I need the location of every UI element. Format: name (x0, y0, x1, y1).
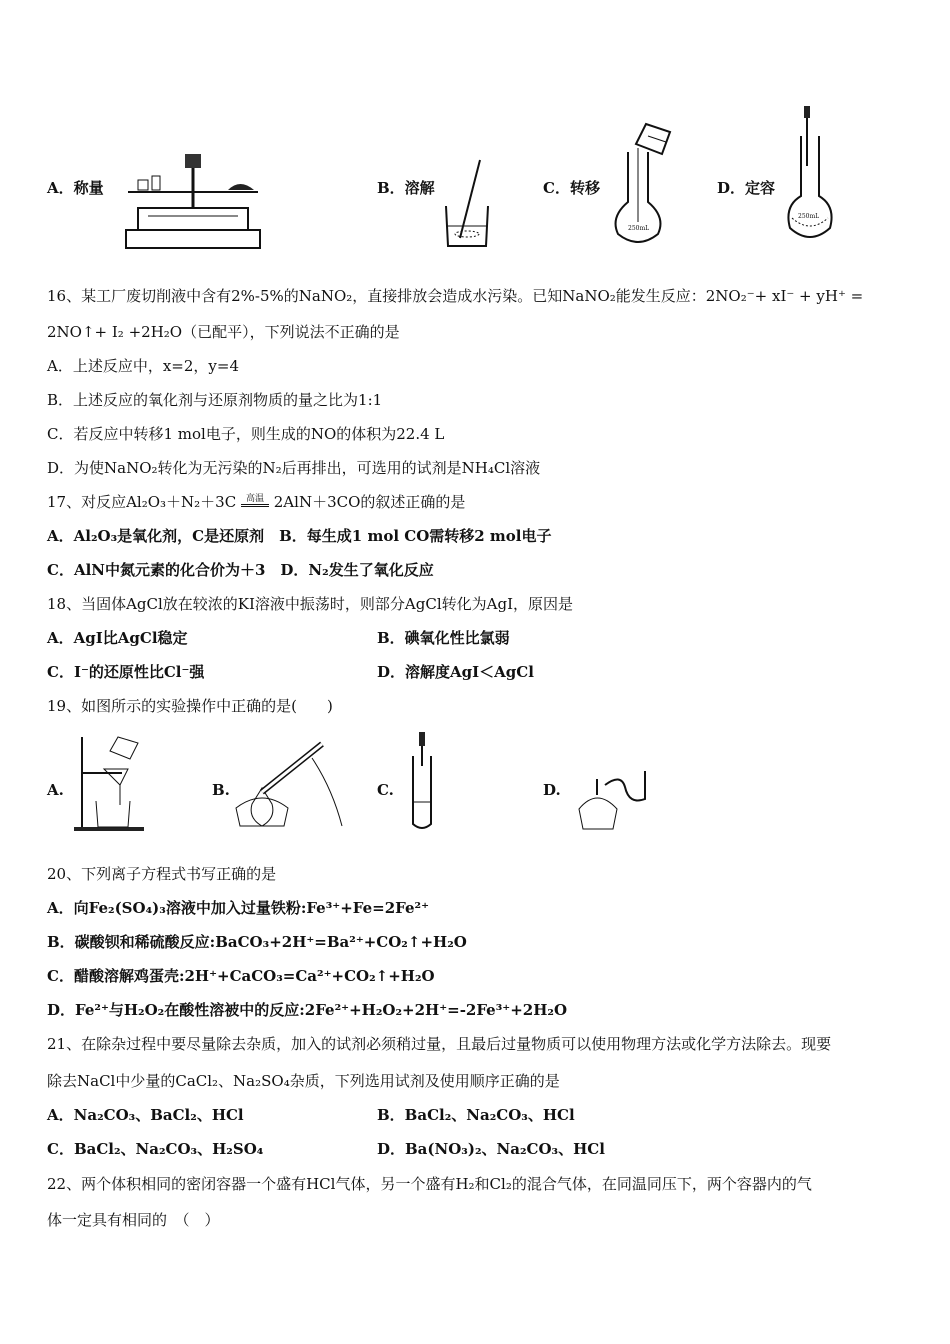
q20-option-b: B．碳酸钡和稀硫酸反应:BaCO₃+2H⁺=Ba²⁺+CO₂↑+H₂O (47, 933, 467, 951)
volumetric-flask-dropper-icon (782, 106, 838, 244)
q18-option-c: C．I⁻的还原性比Cl⁻强 (47, 663, 205, 681)
q22-stem-line1: 22、两个体积相同的密闭容器一个盛有HCl气体，另一个盛有H₂和Cl₂的混合气体，在同温同压下，两个容器内的气 (47, 1175, 812, 1193)
q20-option-d: D．Fe²⁺与H₂O₂在酸性溶被中的反应:2Fe²⁺+H₂O₂+2H⁺=-2Fe³⁺+2H₂O (47, 1001, 568, 1019)
q16-option-a: A．上述反应中，x=2，y=4 (47, 357, 239, 375)
q17-options-ab: A．Al₂O₃是氧化剂，C是还原剂 B．每生成1 mol CO需转移2 mol电子 (47, 527, 552, 545)
q19-option-d-label: D. (543, 781, 561, 799)
q19-option-c-label: C. (377, 781, 394, 799)
q21-option-b: B．BaCl₂、Na₂CO₃、HCl (377, 1106, 575, 1124)
test-tube-heating-icon (232, 738, 352, 830)
q22-stem-line2: 体一定具有相同的 （ ） (47, 1211, 220, 1229)
q15-option-b-label: B．溶解 (377, 179, 435, 197)
q19-option-a-label: A. (47, 781, 64, 799)
q21-option-c: C．BaCl₂、Na₂CO₃、H₂SO₄ (47, 1140, 264, 1158)
q20-stem: 20、下列离子方程式书写正确的是 (47, 865, 277, 883)
q21-option-a: A．Na₂CO₃、BaCl₂、HCl (47, 1106, 244, 1124)
balance-scale-icon (118, 150, 268, 252)
volumetric-flask-transfer-icon (608, 122, 678, 250)
q15-option-a-label: A．称量 (47, 179, 104, 197)
q16-option-d: D．为使NaNO₂转化为无污染的N₂后再排出，可选用的试剂是NH₄Cl溶液 (47, 459, 541, 477)
q19-stem: 19、如图所示的实验操作中正确的是( ) (47, 697, 333, 715)
q20-option-a: A．向Fe₂(SO₄)₃溶液中加入过量铁粉:Fe³⁺+Fe=2Fe²⁺ (47, 899, 430, 917)
q17-condition: 高温 (241, 494, 269, 507)
q17-options-cd: C．AlN中氮元素的化合价为＋3 D．N₂发生了氧化反应 (47, 561, 434, 579)
q16-option-b: B．上述反应的氧化剂与还原剂物质的量之比为1:1 (47, 391, 383, 409)
q20-option-c: C．醋酸溶解鸡蛋壳:2H⁺+CaCO₃=Ca²⁺+CO₂↑+H₂O (47, 967, 435, 985)
q16-stem-line2: 2NO↑+ I₂ +2H₂O（已配平），下列说法不正确的是 (47, 323, 400, 341)
q15-option-c-label: C．转移 (543, 179, 600, 197)
q16-stem-line1: 16、某工厂废切削液中含有2%-5%的NaNO₂，直接排放会造成水污染。已知NaNO₂能发生反应：2NO₂⁻+ xI⁻ + yH⁺ = (47, 287, 864, 305)
q21-stem-line1: 21、在除杂过程中要尽量除去杂质，加入的试剂必须稍过量，且最后过量物质可以使用物理方法或化学方法除去。现要 (47, 1035, 832, 1053)
filtration-apparatus-icon (72, 735, 152, 833)
q18-option-d: D．溶解度AgI＜AgCl (377, 663, 534, 681)
svg-text:250mL: 250mL (628, 225, 650, 232)
q21-option-d: D．Ba(NO₃)₂、Na₂CO₃、HCl (377, 1140, 605, 1158)
beaker-stirring-icon (442, 158, 492, 250)
q18-option-b: B．碘氧化性比氯弱 (377, 629, 510, 647)
alcohol-lamp-lighting-icon (575, 765, 650, 833)
svg-text:250mL: 250mL (798, 213, 820, 220)
dropper-test-tube-icon (408, 732, 438, 832)
q18-stem: 18、当固体AgCl放在较浓的KI溶液中振荡时，则部分AgCl转化为AgI，原因是 (47, 595, 573, 613)
q18-option-a: A．AgI比AgCl稳定 (47, 629, 188, 647)
q15-option-d-label: D．定容 (717, 179, 776, 197)
q17-stem (47, 492, 465, 512)
q17-stem-pre: 17、对反应Al₂O₃＋N₂＋3C (47, 493, 237, 511)
q21-stem-line2: 除去NaCl中少量的CaCl₂、Na₂SO₄杂质，下列选用试剂及使用顺序正确的是 (47, 1072, 560, 1090)
q16-option-c: C．若反应中转移1 mol电子，则生成的NO的体积为22.4 L (47, 425, 445, 443)
q19-option-b-label: B. (212, 781, 230, 799)
q17-stem-post: 2AlN＋3CO的叙述正确的是 (273, 493, 466, 511)
